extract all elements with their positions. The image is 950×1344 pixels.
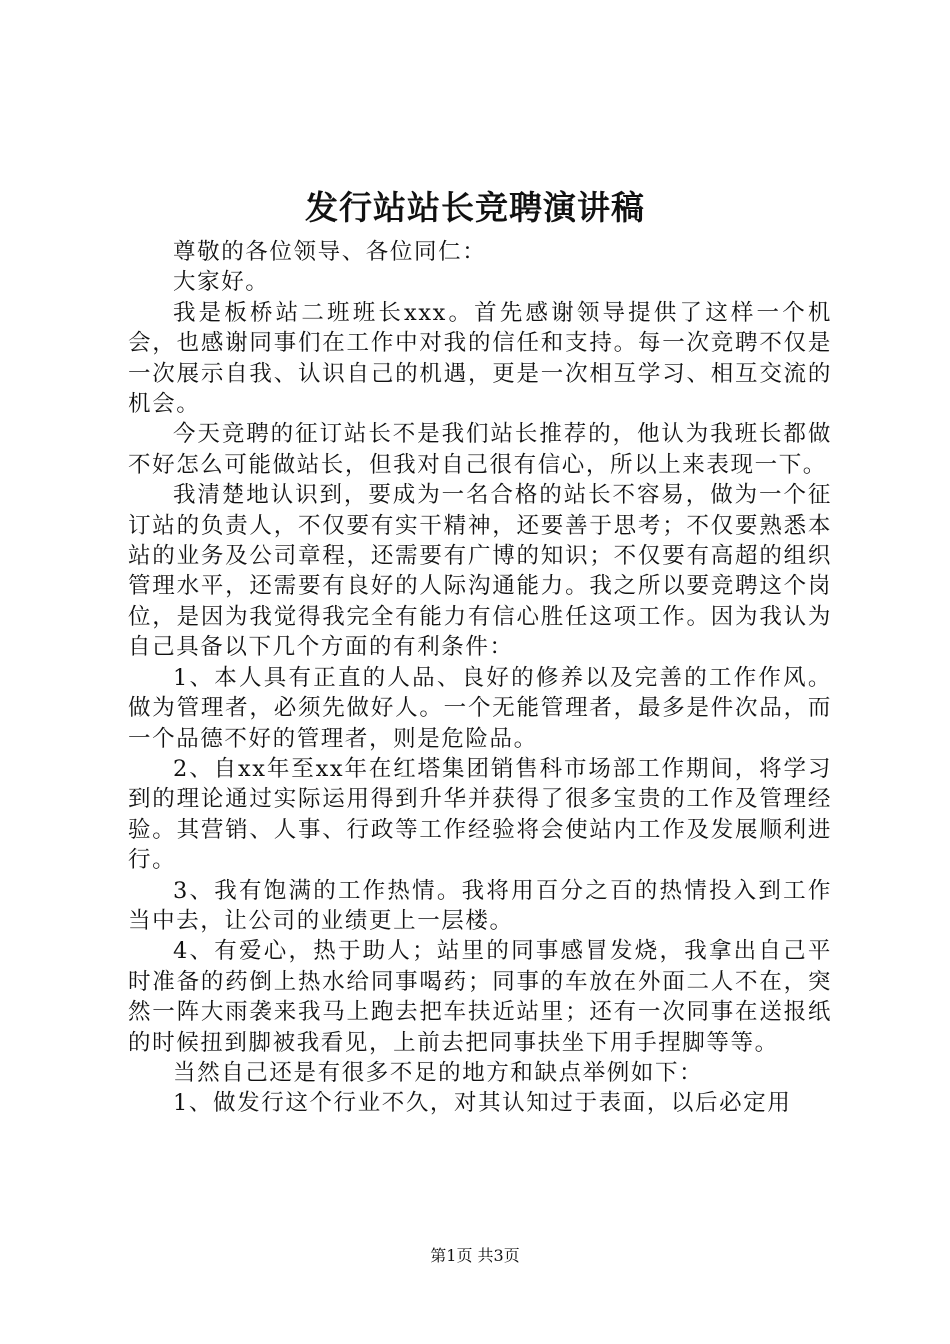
introduction-paragraph: 我是板桥站二班班长xxx。首先感谢领导提供了这样一个机会，也感谢同事们在工作中对我的信任和支持。每一次竞聘不仅是一次展示自我、认识自己的机遇，更是一次相互学习、相互交流的机会。 — [128, 299, 832, 418]
strength-item-4: 4、有爱心，热于助人；站里的同事感冒发烧，我拿出自己平时准备的药倒上热水给同事喝药；同事的车放在外面二人不在，突然一阵大雨袭来我马上跑去把车扶近站里；还有一次同事在送报纸的时候扭到脚被我看见，上前去把同事扶坐下用手捏脚等等。 — [128, 938, 832, 1056]
document-body — [128, 237, 832, 1119]
strength-item-2: 2、自xx年至xx年在红塔集团销售科市场部工作期间，将学习到的理论通过实际运用得到升华并获得了很多宝贵的工作及管理经验。其营销、人事、行政等工作经验将会使站内工作及发展顺利进行。 — [128, 755, 832, 874]
weakness-item-1: 1、做发行这个行业不久，对其认知过于表面，以后必定用 — [173, 1090, 792, 1117]
strength-item-3: 3、我有饱满的工作热情。我将用百分之百的热情投入到工作当中去，让公司的业绩更上一层楼。 — [128, 877, 832, 934]
weakness-intro-paragraph: 当然自己还是有很多不足的地方和缺点举例如下： — [173, 1059, 704, 1086]
page-footer: 第1页 共3页 — [430, 1246, 520, 1265]
strength-item-1: 1、本人具有正直的人品、良好的修养以及完善的工作作风。做为管理者，必须先做好人。一个无能管理者，最多是件次品，而一个品德不好的管理者，则是危险品。 — [128, 664, 832, 752]
greeting-paragraph: 大家好。 — [173, 269, 270, 296]
requirements-paragraph: 我清楚地认识到，要成为一名合格的站长不容易，做为一个征订站的负责人，不仅要有实干精神，还要善于思考；不仅要熟悉本站的业务及公司章程，还需要有广博的知识；不仅要有高超的组织管理水平，还需要有良好的人际沟通能力。我之所以要竞聘这个岗位，是因为我觉得我完全有能力有信心胜任这项工作。因为我认为自己具备以下几个方面的有利条件： — [128, 482, 832, 661]
salutation-paragraph: 尊敬的各位领导、各位同仁： — [173, 239, 487, 265]
document-title: 发行站站长竞聘演讲稿 — [305, 188, 645, 227]
motivation-paragraph: 今天竞聘的征订站长不是我们站长推荐的，他认为我班长都做不好怎么可能做站长，但我对自己很有信心，所以上来表现一下。 — [128, 421, 832, 478]
